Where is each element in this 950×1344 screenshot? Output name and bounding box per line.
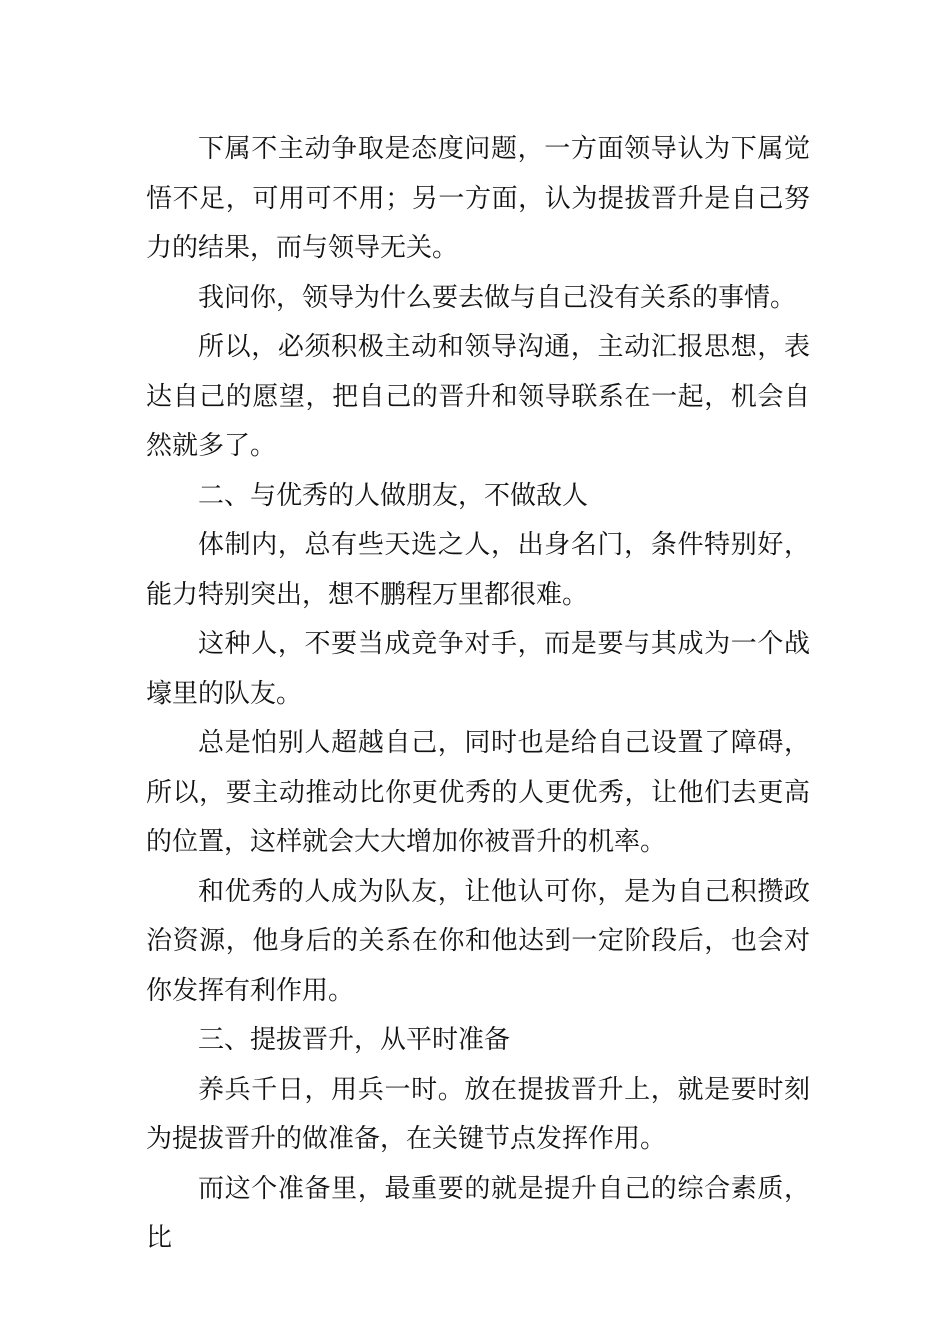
- document-body: [146, 125, 810, 1264]
- section-heading: 三、提拔晋升，从平时准备: [198, 1025, 511, 1055]
- paragraph: 总是怕别人超越自己，同时也是给自己设置了障碍，所以，要主动推动比你更优秀的人更优秀，让他们去更高的位置，这样就会大大增加你被晋升的机率。: [146, 728, 810, 857]
- paragraph: 我问你，领导为什么要去做与自己没有关系的事情。: [198, 282, 797, 313]
- paragraph: 这种人，不要当成竞争对手，而是要与其成为一个战壕里的队友。: [146, 629, 810, 709]
- paragraph: 体制内，总有些天选之人，出身名门，条件特别好，能力特别突出，想不鹏程万里都很难。: [146, 530, 810, 610]
- paragraph: 和优秀的人成为队友，让他认可你，是为自己积攒政治资源，他身后的关系在你和他达到一定阶段后，也会对你发挥有利作用。: [146, 876, 810, 1006]
- paragraph: 下属不主动争取是态度问题，一方面领导认为下属觉悟不足，可用可不用；另一方面，认为提拔晋升是自己努力的结果，而与领导无关。: [146, 134, 810, 263]
- paragraph: 养兵千日，用兵一时。放在提拔晋升上，就是要时刻为提拔晋升的做准备，在关键节点发挥作用。: [146, 1074, 810, 1154]
- paragraph: 而这个准备里，最重要的就是提升自己的综合素质，比: [146, 1173, 810, 1253]
- section-heading: 二、与优秀的人做朋友，不做敌人: [198, 480, 589, 511]
- paragraph: 所以，必须积极主动和领导沟通，主动汇报思想，表达自己的愿望，把自己的晋升和领导联系在一起，机会自然就多了。: [146, 332, 810, 461]
